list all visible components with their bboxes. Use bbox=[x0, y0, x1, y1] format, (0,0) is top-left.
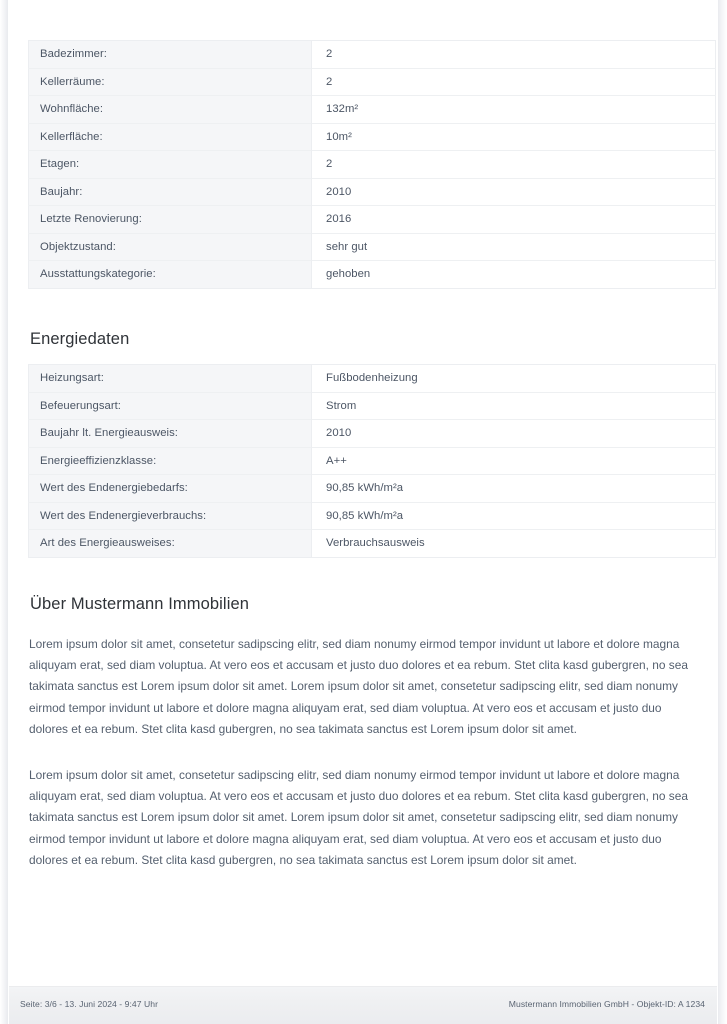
table-cell-label: Energieeffizienzklasse: bbox=[29, 447, 312, 475]
object-details-table bbox=[28, 40, 716, 289]
table-cell-label: Heizungsart: bbox=[29, 365, 312, 393]
section-heading-energiedaten: Energiedaten bbox=[30, 330, 130, 348]
table-row bbox=[29, 530, 716, 558]
table-cell-value: 10m² bbox=[312, 123, 716, 151]
table-row bbox=[29, 151, 716, 179]
table-cell-value: 2 bbox=[312, 151, 716, 179]
table-row bbox=[29, 261, 716, 289]
table-row bbox=[29, 233, 716, 261]
table-row bbox=[29, 178, 716, 206]
table-cell-value: 2010 bbox=[312, 178, 716, 206]
table-cell-label: Kellerfläche: bbox=[29, 123, 312, 151]
table-row bbox=[29, 420, 716, 448]
table-cell-value: 132m² bbox=[312, 96, 716, 124]
object-details-table-body bbox=[29, 41, 716, 289]
table-row bbox=[29, 96, 716, 124]
object-details-table-wrapper bbox=[28, 40, 716, 289]
footer-page-info: Seite: 3/6 - 13. Juni 2024 - 9:47 Uhr bbox=[20, 999, 158, 1009]
table-cell-label: Objektzustand: bbox=[29, 233, 312, 261]
table-cell-label: Badezimmer: bbox=[29, 41, 312, 69]
table-cell-value: 2010 bbox=[312, 420, 716, 448]
table-cell-value: gehoben bbox=[312, 261, 716, 289]
table-row bbox=[29, 123, 716, 151]
table-row bbox=[29, 475, 716, 503]
table-cell-label: Art des Energieausweises: bbox=[29, 530, 312, 558]
page-footer bbox=[9, 986, 717, 1024]
table-cell-label: Etagen: bbox=[29, 151, 312, 179]
table-cell-label: Baujahr lt. Energieausweis: bbox=[29, 420, 312, 448]
energy-data-table-body bbox=[29, 365, 716, 558]
table-cell-label: Baujahr: bbox=[29, 178, 312, 206]
energy-data-table bbox=[28, 364, 716, 558]
table-cell-value: sehr gut bbox=[312, 233, 716, 261]
table-cell-value: A++ bbox=[312, 447, 716, 475]
table-cell-value: 2 bbox=[312, 41, 716, 69]
table-cell-value: 90,85 kWh/m²a bbox=[312, 502, 716, 530]
table-cell-label: Befeuerungsart: bbox=[29, 392, 312, 420]
energy-data-table-wrapper bbox=[28, 364, 716, 558]
table-row bbox=[29, 392, 716, 420]
table-cell-label: Kellerräume: bbox=[29, 68, 312, 96]
section-heading-about-company: Über Mustermann Immobilien bbox=[30, 595, 250, 613]
table-cell-value: 2016 bbox=[312, 206, 716, 234]
table-cell-label: Wert des Endenergieverbrauchs: bbox=[29, 502, 312, 530]
footer-company-info: Mustermann Immobilien GmbH - Objekt-ID: A 1234 bbox=[508, 999, 705, 1009]
table-row bbox=[29, 365, 716, 393]
table-cell-value: 2 bbox=[312, 68, 716, 96]
table-row bbox=[29, 41, 716, 69]
table-cell-label: Ausstattungskategorie: bbox=[29, 261, 312, 289]
about-paragraph: Lorem ipsum dolor sit amet, consetetur sadipscing elitr, sed diam nonumy eirmod tempor invidunt ut labore et dolore magna aliquyam erat, sed diam voluptua. At vero eos et accusam et justo duo dolores et ea rebum. Stet clita kasd gubergren, no sea takimata sanctus est Lorem ipsum dolor sit amet. Lorem ipsum dolor sit amet, consetetur sadipscing elitr, sed diam nonumy eirmod tempor invidunt ut labore et dolore magna aliquyam erat, sed diam voluptua. At vero eos et accusam et justo duo dolores et ea rebum. Stet clita kasd gubergren, no sea takimata sanctus est Lorem ipsum dolor sit amet. bbox=[29, 637, 688, 736]
about-paragraph: Lorem ipsum dolor sit amet, consetetur sadipscing elitr, sed diam nonumy eirmod tempor invidunt ut labore et dolore magna aliquyam erat, sed diam voluptua. At vero eos et accusam et justo duo dolores et ea rebum. Stet clita kasd gubergren, no sea takimata sanctus est Lorem ipsum dolor sit amet. Lorem ipsum dolor sit amet, consetetur sadipscing elitr, sed diam nonumy eirmod tempor invidunt ut labore et dolore magna aliquyam erat, sed diam voluptua. At vero eos et accusam et justo duo dolores et ea rebum. Stet clita kasd gubergren, no sea takimata sanctus est Lorem ipsum dolor sit amet. bbox=[29, 768, 688, 867]
table-cell-label: Wert des Endenergiebedarfs: bbox=[29, 475, 312, 503]
table-row bbox=[29, 68, 716, 96]
table-cell-value: Strom bbox=[312, 392, 716, 420]
table-row bbox=[29, 447, 716, 475]
table-cell-value: 90,85 kWh/m²a bbox=[312, 475, 716, 503]
table-cell-label: Wohnfläche: bbox=[29, 96, 312, 124]
table-cell-value: Verbrauchsausweis bbox=[312, 530, 716, 558]
page-sheet bbox=[9, 0, 717, 1024]
about-company-text bbox=[29, 634, 697, 871]
table-cell-value: Fußbodenheizung bbox=[312, 365, 716, 393]
table-row bbox=[29, 502, 716, 530]
table-row bbox=[29, 206, 716, 234]
table-cell-label: Letzte Renovierung: bbox=[29, 206, 312, 234]
